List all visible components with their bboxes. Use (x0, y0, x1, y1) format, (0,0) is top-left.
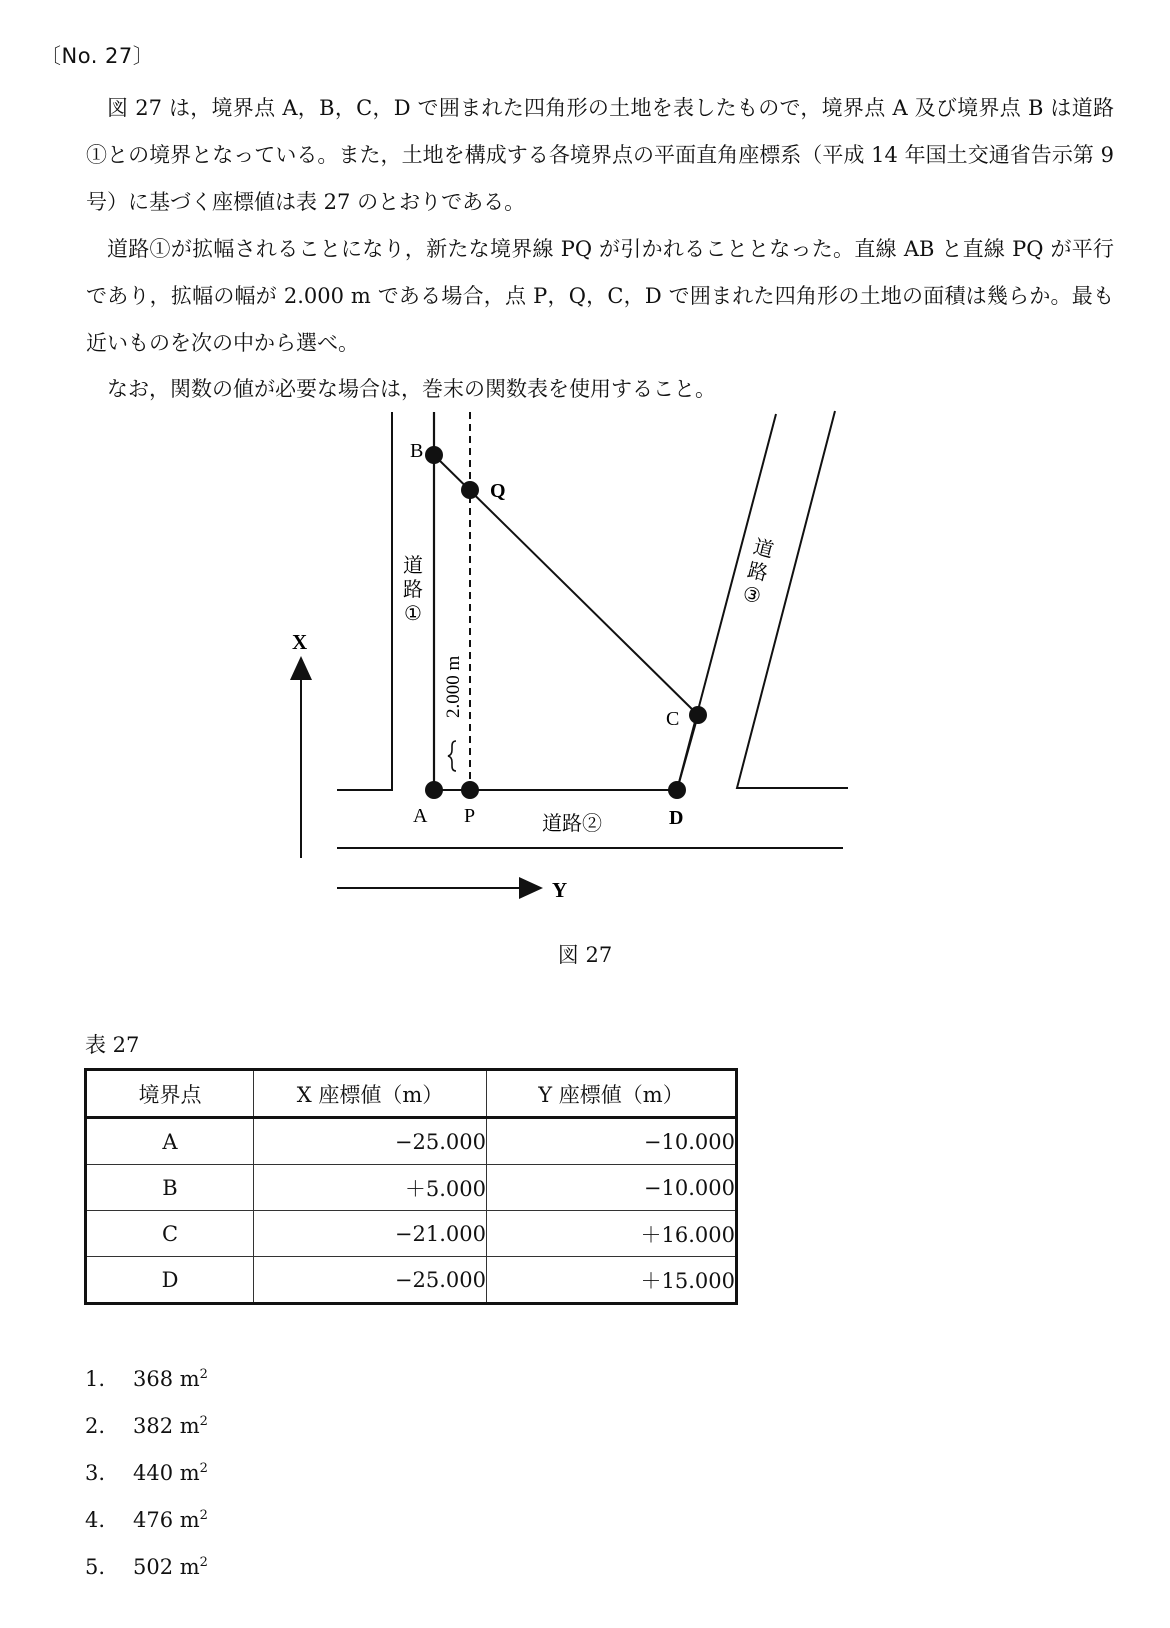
cell-x: −25.000 (254, 1118, 487, 1165)
cell-point: D (86, 1257, 254, 1304)
road1-label-char1: 道 (403, 553, 423, 577)
road3-label-char1: 道 (751, 534, 777, 563)
cell-x: ＋5.000 (254, 1165, 487, 1211)
choice-unit-exponent: 2 (199, 1555, 208, 1570)
choice-number: 1. (85, 1367, 106, 1391)
choice-value: 440 m (133, 1461, 200, 1485)
choice-value: 368 m (133, 1367, 200, 1391)
point-p-marker (461, 781, 479, 799)
choice-number: 5. (85, 1555, 106, 1579)
question-number: 〔No. 27〕 (40, 44, 155, 68)
y-axis-arrow-icon (519, 877, 543, 899)
table-row (86, 1165, 737, 1211)
header-y: Y 座標値（m） (487, 1070, 737, 1118)
label-a: A (413, 805, 428, 827)
label-b: B (410, 440, 424, 462)
width-label: 2.000 m (443, 655, 464, 718)
cell-y: −10.000 (487, 1118, 737, 1165)
choice-3[interactable] (85, 1454, 208, 1501)
choice-unit-exponent: 2 (199, 1367, 208, 1382)
cell-point: C (86, 1211, 254, 1257)
road3-label-char2: 路 (745, 557, 771, 586)
choice-5[interactable] (85, 1548, 208, 1595)
choice-unit-exponent: 2 (199, 1461, 208, 1476)
cell-y: −10.000 (487, 1165, 737, 1211)
point-q-marker (461, 481, 479, 499)
answer-choices (85, 1360, 208, 1595)
choice-value: 502 m (133, 1555, 200, 1579)
paragraph-intro: 図 27 は，境界点 A，B，C，D で囲まれた四角形の土地を表したもので，境界点 A 及び境界点 B は道路①との境界となっている。また，土地を構成する各境界点の平面直角座標系（平成 14 年国土交通省告示第 9 号）に基づく座標値は表 27 のとおりである。 (86, 96, 1114, 214)
road3-left-edge (677, 414, 776, 790)
table-row (86, 1118, 737, 1165)
road2-label: 道路② (542, 811, 602, 835)
choice-unit-exponent: 2 (199, 1508, 208, 1523)
choice-4[interactable] (85, 1501, 208, 1548)
choice-2[interactable] (85, 1407, 208, 1454)
table-caption: 表 27 (85, 1033, 140, 1057)
x-axis-arrow-icon (290, 656, 312, 680)
header-point: 境界点 (86, 1070, 254, 1118)
cell-point: B (86, 1165, 254, 1211)
choice-1[interactable] (85, 1360, 208, 1407)
cell-x: −25.000 (254, 1257, 487, 1304)
choice-number: 2. (85, 1414, 106, 1438)
road1-left-edge (337, 412, 392, 790)
x-axis-label: X (292, 630, 308, 654)
choice-value: 476 m (133, 1508, 200, 1532)
label-p: P (464, 805, 476, 827)
road3-label-char3: ③ (740, 580, 764, 609)
label-c: C (666, 708, 680, 730)
choice-value: 382 m (133, 1414, 200, 1438)
point-a-marker (425, 781, 443, 799)
choice-number: 3. (85, 1461, 106, 1485)
width-brace-icon (448, 741, 456, 771)
table-row (86, 1257, 737, 1304)
label-d: D (669, 807, 684, 829)
cell-point: A (86, 1118, 254, 1165)
point-b-marker (425, 446, 443, 464)
figure-caption: 図 27 (557, 943, 613, 967)
point-d-marker (668, 781, 686, 799)
paragraph-note: なお，関数の値が必要な場合は，巻末の関数表を使用すること。 (107, 377, 716, 401)
label-q: Q (490, 480, 506, 502)
choice-unit-exponent: 2 (199, 1414, 208, 1429)
cell-y: ＋16.000 (487, 1211, 737, 1257)
y-axis-label: Y (552, 878, 568, 902)
cell-x: −21.000 (254, 1211, 487, 1257)
cell-y: ＋15.000 (487, 1257, 737, 1304)
choice-number: 4. (85, 1508, 106, 1532)
road1-label-char2: 路 (403, 577, 423, 601)
table-row (86, 1211, 737, 1257)
road1-label-char3: ① (404, 601, 422, 625)
paragraph-task: 道路①が拡幅されることになり，新たな境界線 PQ が引かれることとなった。直線 AB と直線 PQ が平行であり，拡幅の幅が 2.000 m である場合，点 P，Q，C，D で囲まれた四角形の土地の面積は幾らか。最も近いものを次の中から選べ。 (86, 237, 1114, 355)
table-header-row (86, 1070, 737, 1118)
coordinate-table (84, 1068, 738, 1305)
point-c-marker (689, 706, 707, 724)
header-x: X 座標値（m） (254, 1070, 487, 1118)
